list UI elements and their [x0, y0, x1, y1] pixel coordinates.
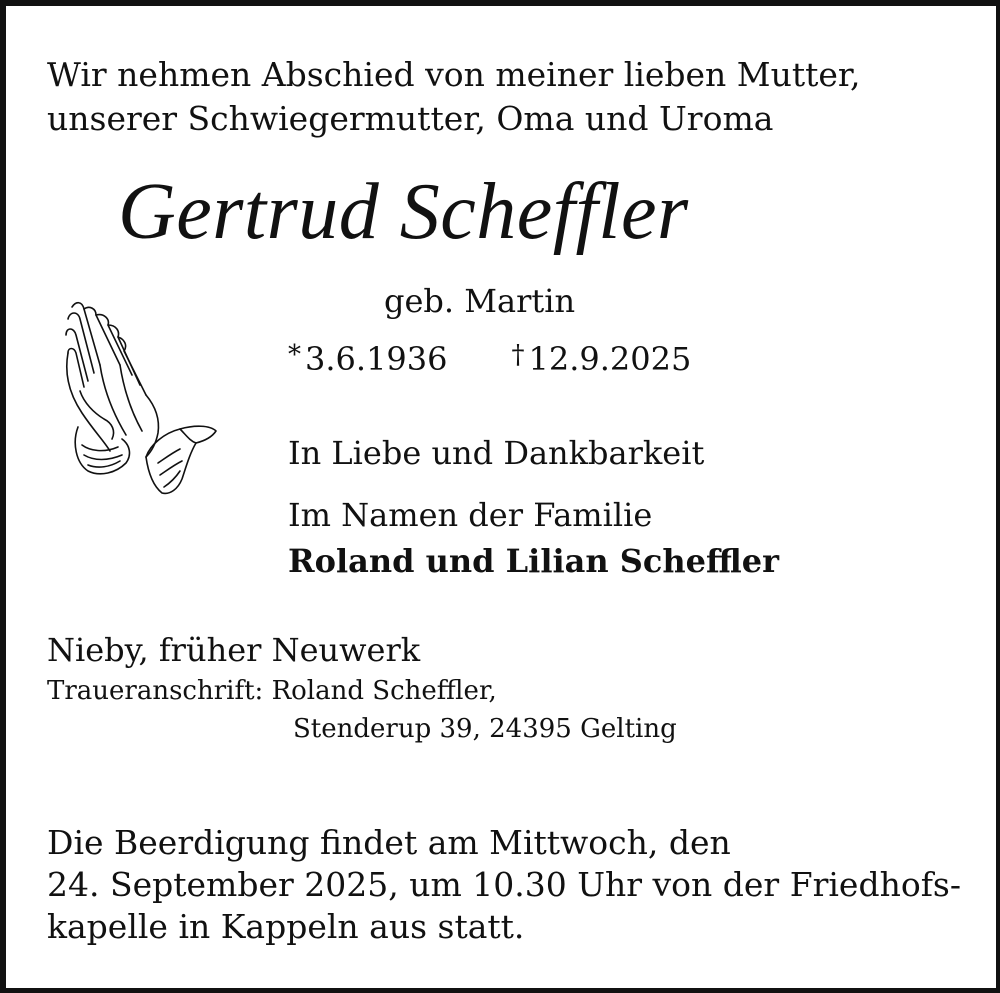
funeral-line-3: kapelle in Kappeln aus statt.: [47, 907, 525, 946]
birth-symbol: *: [288, 340, 301, 370]
funeral-line-2: 24. September 2025, um 10.30 Uhr von der Friedhofs-: [47, 865, 961, 904]
birth-date: 3.6.1936: [305, 340, 448, 378]
mourner-names: Roland und Lilian Scheffler: [288, 542, 779, 580]
mourning-address-line-1: Traueranschrift: Roland Scheffler,: [47, 676, 497, 706]
praying-hands-icon: [60, 295, 220, 500]
intro-line-2: unserer Schwiegermutter, Oma und Uroma: [47, 99, 774, 138]
death-group: [512, 340, 692, 378]
intro-line-1: Wir nehmen Abschied von meiner lieben Mutter,: [47, 55, 861, 94]
residence-place: Nieby, früher Neuwerk: [47, 631, 421, 669]
intro-text: [47, 53, 861, 141]
family-line: Im Namen der Familie: [288, 496, 653, 534]
deceased-name: Gertrud Scheffler: [118, 168, 689, 256]
birth-name: geb. Martin: [384, 282, 576, 320]
life-dates: [288, 340, 692, 378]
funeral-line-1: Die Beerdigung findet am Mittwoch, den: [47, 823, 731, 862]
mourning-address-line-2: Stenderup 39, 24395 Gelting: [293, 714, 677, 744]
funeral-info: [47, 822, 961, 948]
death-symbol: †: [511, 340, 525, 370]
death-date: 12.9.2025: [528, 340, 692, 378]
love-line: In Liebe und Dankbarkeit: [288, 434, 705, 472]
